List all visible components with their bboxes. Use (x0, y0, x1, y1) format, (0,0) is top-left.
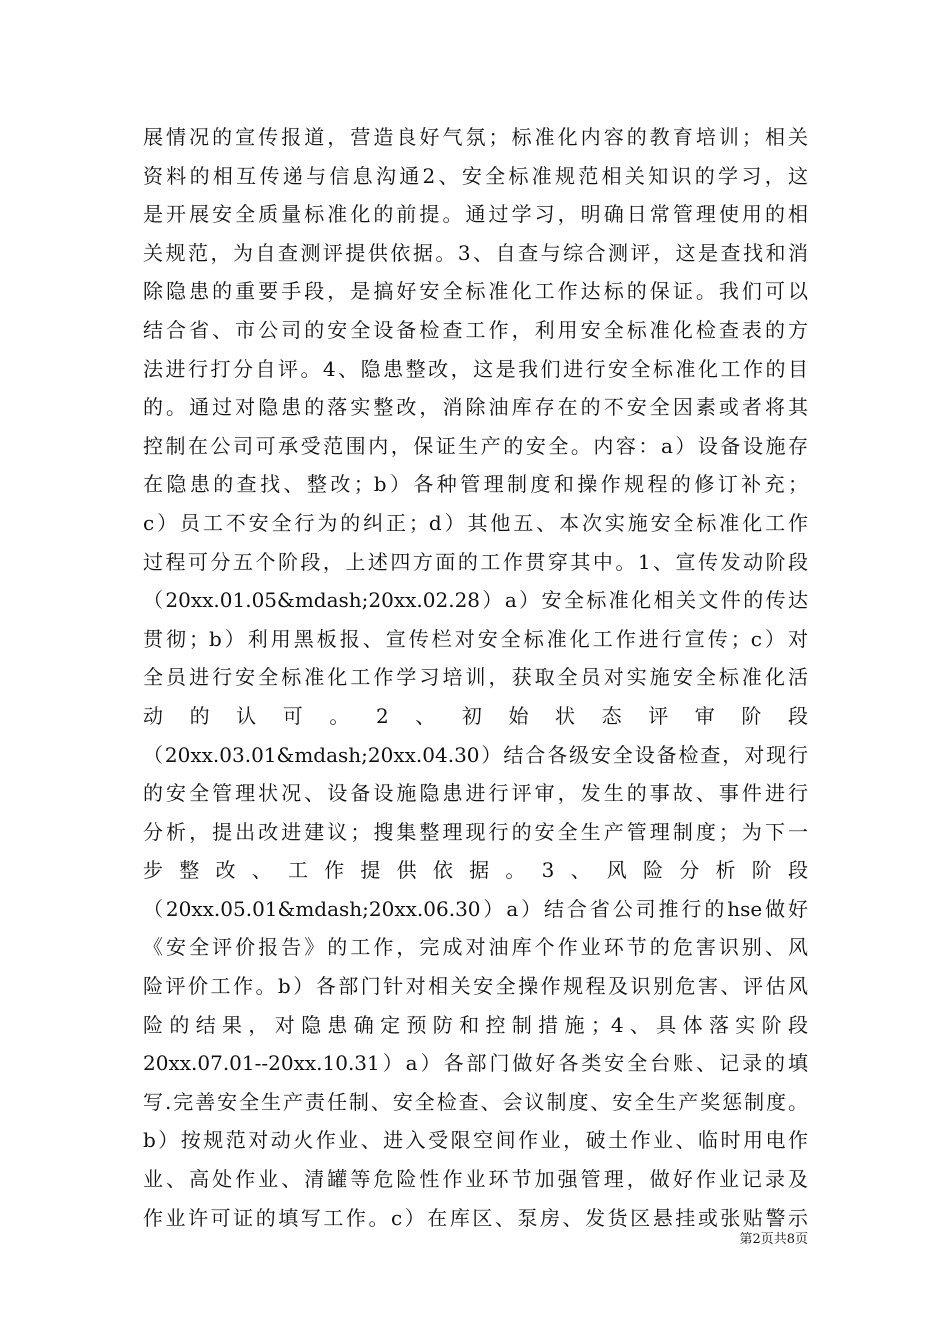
text-line: 是开展安全质量标准化的前提。通过学习，明确日常管理使用的相 (143, 202, 808, 227)
text-line: 除隐患的重要手段，是搞好安全标准化工作达标的保证。我们可以 (143, 279, 808, 304)
text-line: 控制在公司可承受范围内，保证生产的安全。内容：a）设备设施存 (143, 433, 808, 458)
text-line: 动的认可。2、初始状态评审阶段 (143, 703, 808, 728)
text-line: 业、高处作业、清罐等危险性作业环节加强管理，做好作业记录及 (143, 1167, 808, 1192)
text-line: 分析，提出改进建议；搜集整理现行的安全生产管理制度；为下一 (143, 819, 808, 844)
text-line: （20xx.05.01&mdash;20xx.06.30）a）结合省公司推行的hse做好 (143, 896, 808, 921)
text-line: 资料的相互传递与信息沟通2、安全标准规范相关知识的学习，这 (143, 163, 808, 188)
text-line: 在隐患的查找、整改；b）各种管理制度和操作规程的修订补充； (143, 472, 808, 497)
text-line: 展情况的宣传报道，营造良好气氛；标准化内容的教育培训；相关 (143, 125, 808, 149)
body-text (143, 118, 808, 1237)
text-line: 险的结果，对隐患确定预防和控制措施；4、具体落实阶段 (143, 1012, 808, 1037)
text-line: c）员工不安全行为的纠正；d）其他五、本次实施安全标准化工作 (143, 510, 808, 535)
text-line: 险评价工作。b）各部门针对相关安全操作规程及识别危害、评估风 (143, 974, 808, 999)
text-line: 写.完善安全生产责任制、安全检查、会议制度、安全生产奖惩制度。 (143, 1089, 808, 1114)
text-line: 作业许可证的填写工作。c）在库区、泵房、发货区悬挂或张贴警示 (143, 1205, 808, 1230)
page-number: 第2页共8页 (739, 1232, 808, 1247)
text-line: 20xx.07.01--20xx.10.31）a）各部门做好各类安全台账、记录的填 (143, 1051, 808, 1076)
text-line: 法进行打分自评。4、隐患整改，这是我们进行安全标准化工作的目 (143, 356, 808, 381)
text-line: （20xx.03.01&mdash;20xx.04.30）结合各级安全设备检查，对现行 (143, 742, 808, 767)
text-line: 的安全管理状况、设备设施隐患进行评审，发生的事故、事件进行 (143, 781, 808, 806)
text-line: 过程可分五个阶段，上述四方面的工作贯穿其中。1、宣传发动阶段 (143, 549, 808, 574)
text-line: 全员进行安全标准化工作学习培训，获取全员对实施安全标准化活 (143, 665, 808, 690)
text-line: 步整改、工作提供依据。3、风险分析阶段 (143, 858, 808, 883)
text-line: 贯彻；b）利用黑板报、宣传栏对安全标准化工作进行宣传；c）对 (143, 626, 808, 651)
text-line: 的。通过对隐患的落实整改，消除油库存在的不安全因素或者将其 (143, 395, 808, 420)
text-line: 关规范，为自查测评提供依据。3、自查与综合测评，这是查找和消 (143, 240, 808, 265)
text-line: （20xx.01.05&mdash;20xx.02.28）a）安全标准化相关文件的传达 (143, 588, 808, 613)
text-line: 《安全评价报告》的工作，完成对油库个作业环节的危害识别、风 (143, 935, 808, 960)
text-line: 结合省、市公司的安全设备检查工作，利用安全标准化检查表的方 (143, 317, 808, 342)
text-line: b）按规范对动火作业、进入受限空间作业，破土作业、临时用电作 (143, 1128, 808, 1153)
